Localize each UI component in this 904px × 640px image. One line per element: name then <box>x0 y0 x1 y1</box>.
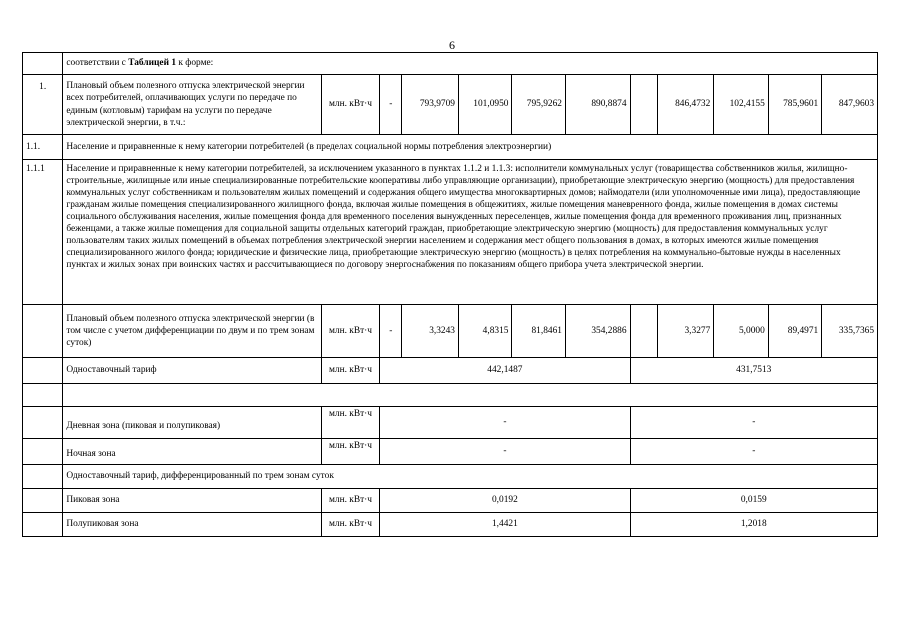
intro-row <box>23 53 878 75</box>
unit-cell: млн. кВт·ч <box>321 489 380 513</box>
value-cell: 89,4971 <box>768 305 821 358</box>
table-row-1-1-1 <box>23 160 878 305</box>
row-label: Полупиковая зона <box>63 513 321 537</box>
value-cell: 1,2018 <box>630 513 877 537</box>
row-label: Плановый объем полезного отпуска электрической энергии всех потребителей, оплачивающих услуги по передаче по единым (котловым) тарифам на услуги по передаче электрической энергии, в т.ч.: <box>63 75 321 135</box>
value-cell: 1,4421 <box>380 513 630 537</box>
row-label: Одноставочный тариф <box>63 358 321 384</box>
value-cell: 846,4732 <box>657 75 714 135</box>
value-cell: - <box>630 439 877 465</box>
value-cell: 335,7365 <box>822 305 878 358</box>
value-cell: 785,9601 <box>768 75 821 135</box>
page-number: 6 <box>449 38 455 52</box>
value-cell: 0,0192 <box>380 489 630 513</box>
value-cell: 890,8874 <box>565 75 630 135</box>
table-row-halfpeak-zone <box>23 513 878 537</box>
value-cell: - <box>380 75 402 135</box>
value-cell: 0,0159 <box>630 489 877 513</box>
value-cell: 431,7513 <box>630 358 877 384</box>
unit-cell: млн. кВт·ч <box>321 305 380 358</box>
value-cell: 81,8461 <box>512 305 565 358</box>
row-label: Дневная зона (пиковая и полупиковая) <box>63 407 321 439</box>
row-number: 1. <box>23 75 63 135</box>
row-label: Ночная зона <box>63 439 321 465</box>
value-cell: 442,1487 <box>380 358 630 384</box>
row-number: 1.1. <box>23 135 63 160</box>
row-label: Плановый объем полезного отпуска электрической энергии (в том числе с учетом дифференциации по двум и по трем зонам суток) <box>63 305 321 358</box>
row-number: 1.1.1 <box>23 160 63 305</box>
value-cell: - <box>380 305 402 358</box>
value-cell: 793,9709 <box>402 75 459 135</box>
value-cell: 795,9262 <box>512 75 565 135</box>
value-cell <box>630 75 657 135</box>
row-label: Одноставочный тариф, дифференцированный по трем зонам суток <box>63 465 878 489</box>
row-label: Население и приравненные к нему категории потребителей (в пределах социальной нормы потребления электроэнергии) <box>63 135 878 160</box>
table-row-single-rate <box>23 358 878 384</box>
value-cell: 3,3277 <box>657 305 714 358</box>
unit-cell: млн. кВт·ч <box>321 75 380 135</box>
value-cell: 354,2886 <box>565 305 630 358</box>
value-cell: - <box>380 407 630 439</box>
unit-cell: млн. кВт·ч <box>321 407 380 439</box>
table-row-1-1 <box>23 135 878 160</box>
table-row-night-zone <box>23 439 878 465</box>
value-cell <box>630 305 657 358</box>
intro-bold: Таблицей 1 <box>128 58 177 69</box>
unit-cell: млн. кВт·ч <box>321 358 380 384</box>
tariff-table <box>22 52 878 537</box>
row-label: Пиковая зона <box>63 489 321 513</box>
table-row-empty <box>23 384 878 407</box>
table-row-day-zone <box>23 407 878 439</box>
table-row-peak-zone <box>23 489 878 513</box>
table-row-1 <box>23 75 878 135</box>
unit-cell: млн. кВт·ч <box>321 439 380 465</box>
table-row-three-zone <box>23 465 878 489</box>
value-cell: 847,9603 <box>822 75 878 135</box>
value-cell: 4,8315 <box>458 305 511 358</box>
table-row-plan-volume <box>23 305 878 358</box>
unit-cell: млн. кВт·ч <box>321 513 380 537</box>
value-cell: 3,3243 <box>402 305 459 358</box>
value-cell: 5,0000 <box>714 305 768 358</box>
value-cell: - <box>380 439 630 465</box>
row-description: Население и приравненные к нему категории потребителей, за исключением указанного в пунктах 1.1.2 и 1.1.3: исполнители коммунальных услуг (товарищества собственников жилья, жилищно-строительные, жилищные или иные специализированные потребительские кооперативы либо управляющие организации), приобретающие электрическую энергию (мощность) для предоставления коммунальных услуг собственникам и пользователям жилых помещений и содержания общего имущества многоквартирных домов; наймодатели (или уполномоченные ими лица), предоставляющие гражданам жилые помещения специализированного жилищного фонда, включая жилые помещения в общежитиях, жилые помещения маневренного фонда, жилые помещения в домах системы социального обслуживания населения, жилые помещения фонда для временного поселения вынужденных переселенцев, жилые помещения фонда для временного проживания лиц, признанных беженцами, а также жилые помещения для социальной защиты отдельных категорий граждан, приобретающие электрическую энергию (мощность) для предоставления коммунальных услуг пользователям таких жилых помещений в объемах потребления электрической энергии населением и содержания мест общего пользования в домах, в которых имеются жилые помещения специализированного жилого фонда; юридические и физические лица, приобретающие электрическую энергию (мощность) в целях потребления на коммунально-бытовые нужды в населенных пунктах и жилых зонах при воинских частях и рассчитывающиеся по договору энергоснабжения по показаниям общего прибора учета электрической энергии. <box>63 160 878 305</box>
value-cell: - <box>630 407 877 439</box>
value-cell: 102,4155 <box>714 75 768 135</box>
intro-text: соответствии с Таблицей 1 к форме: <box>63 53 878 75</box>
value-cell: 101,0950 <box>458 75 511 135</box>
